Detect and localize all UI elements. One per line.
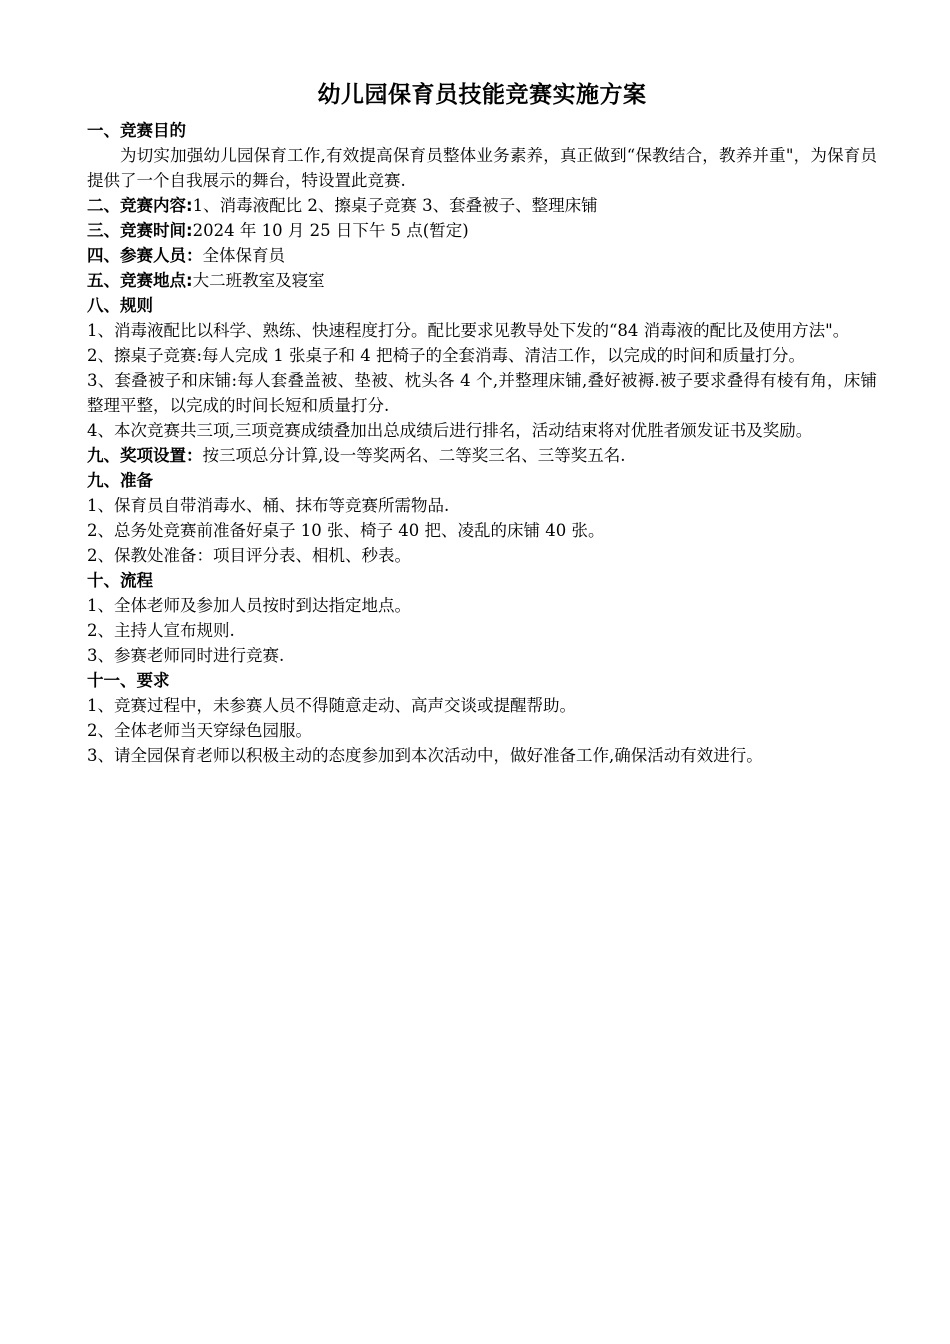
requirements-item: 3、请全园保育老师以积极主动的态度参加到本次活动中，做好准备工作,确保活动有效进行。	[87, 746, 763, 765]
section-heading-time: 三、竞赛时间:	[87, 221, 193, 240]
preparation-item: 2、总务处竞赛前准备好桌子 10 张、椅子 40 把、凌乱的床铺 40 张。	[87, 521, 605, 540]
content-value: 1、消毒液配比 2、擦桌子竞赛 3、套叠被子、整理床铺	[192, 196, 598, 215]
section-heading-process: 十、流程	[87, 571, 153, 590]
document-title: 幼儿园保育员技能竞赛实施方案	[317, 82, 647, 108]
awards-line	[87, 443, 877, 468]
time-value: 2024 年 10 月 25 日下午 5 点(暂定)	[192, 221, 469, 240]
section-heading-awards: 九、奖项设置：	[87, 446, 203, 465]
preparation-item: 2、保教处准备：项目评分表、相机、秒表。	[87, 546, 411, 565]
rules-item: 3、套叠被子和床铺:每人套叠盖被、垫被、枕头各 4 个,并整理床铺,叠好被褥.被子要求叠得有棱有角，床铺整理平整，以完成的时间长短和质量打分.	[87, 371, 877, 415]
content-line	[87, 193, 877, 218]
time-line	[87, 218, 877, 243]
requirements-item: 1、竞赛过程中，未参赛人员不得随意走动、高声交谈或提醒帮助。	[87, 696, 576, 715]
purpose-paragraph: 为切实加强幼儿园保育工作,有效提高保育员整体业务素养，真正做到“保教结合，教养并重"，为保育员提供了一个自我展示的舞台，特设置此竞赛.	[87, 146, 877, 190]
requirements-item: 2、全体老师当天穿绿色园服。	[87, 721, 312, 740]
rules-item: 2、擦桌子竞赛:每人完成 1 张桌子和 4 把椅子的全套消毒、清洁工作，以完成的时间和质量打分。	[87, 346, 806, 365]
section-heading-purpose: 一、竞赛目的	[87, 121, 186, 140]
location-value: 大二班教室及寝室	[192, 271, 325, 290]
rules-item: 1、消毒液配比以科学、熟练、快速程度打分。配比要求见教导处下发的“84 消毒液的配比及使用方法"。	[87, 321, 850, 340]
section-heading-content: 二、竞赛内容:	[87, 196, 193, 215]
process-item: 1、全体老师及参加人员按时到达指定地点。	[87, 596, 411, 615]
section-heading-rules: 八、规则	[87, 296, 153, 315]
section-heading-location: 五、竞赛地点:	[87, 271, 193, 290]
awards-value: 按三项总分计算,设一等奖两名、二等奖三名、三等奖五名.	[202, 446, 626, 465]
participants-line	[87, 243, 877, 268]
preparation-item: 1、保育员自带消毒水、桶、抹布等竞赛所需物品.	[87, 496, 450, 515]
section-heading-preparation: 九、准备	[87, 471, 153, 490]
document-page	[87, 78, 877, 768]
process-item: 3、参赛老师同时进行竞赛.	[87, 646, 285, 665]
process-item: 2、主持人宣布规则.	[87, 621, 235, 640]
participants-value: 全体保育员	[202, 246, 285, 265]
section-heading-requirements: 十一、要求	[87, 671, 170, 690]
rules-item: 4、本次竞赛共三项,三项竞赛成绩叠加出总成绩后进行排名，活动结束将对优胜者颁发证书及奖励。	[87, 421, 813, 440]
location-line	[87, 268, 877, 293]
section-heading-participants: 四、参赛人员：	[87, 246, 203, 265]
